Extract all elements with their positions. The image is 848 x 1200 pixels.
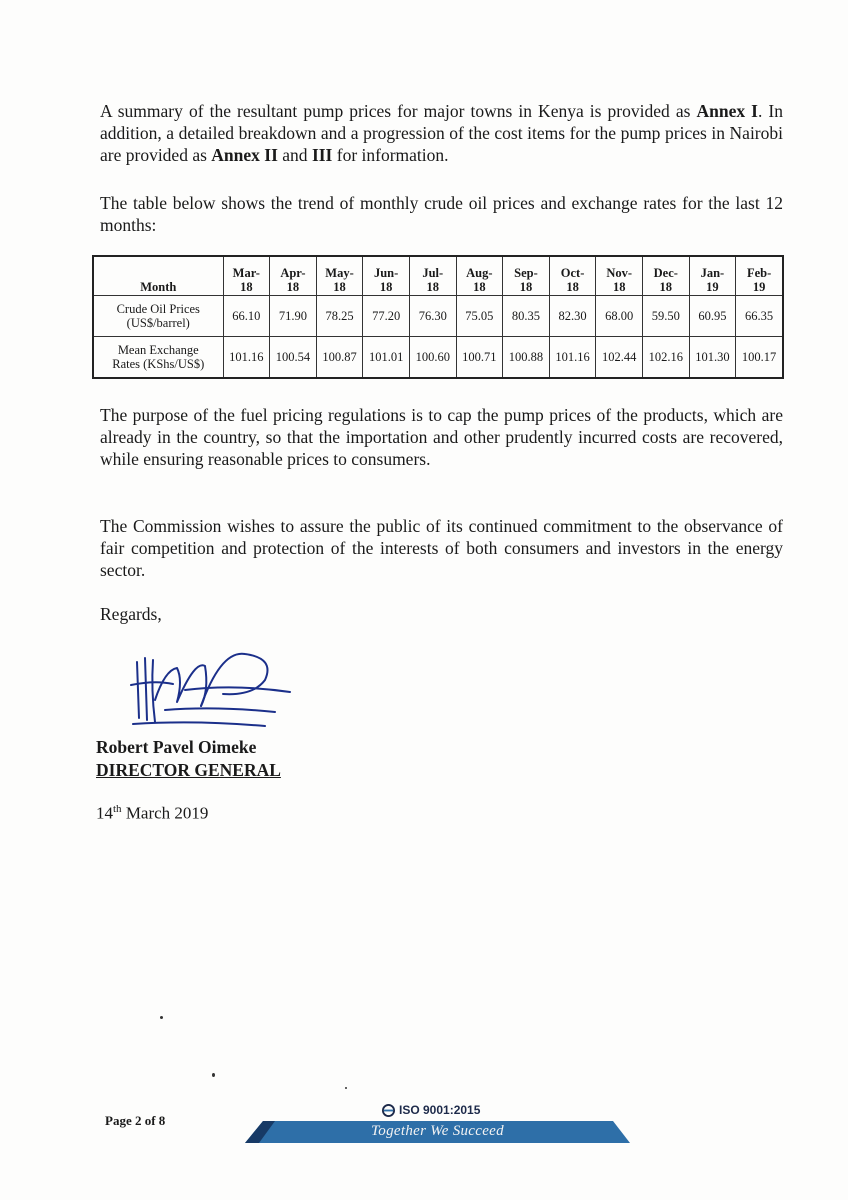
month-col-header: Oct- 18 [549, 256, 596, 296]
scan-speck [345, 1087, 347, 1089]
month-header: Month [93, 256, 223, 296]
scan-speck [212, 1073, 215, 1077]
footer-slogan: Together We Succeed [371, 1123, 504, 1139]
table-cell: 100.71 [456, 337, 503, 379]
table-cell: 101.16 [223, 337, 270, 379]
exchange-rate-row [93, 337, 783, 379]
signature-icon [125, 640, 295, 735]
iso-certification [382, 1103, 480, 1117]
month-col-header: Dec- 18 [643, 256, 690, 296]
annex-three-ref: III [311, 145, 333, 165]
signatory-name: Robert Pavel Oimeke [96, 737, 257, 757]
table-cell: 100.88 [503, 337, 550, 379]
month-col-header: Sep- 18 [503, 256, 550, 296]
table-cell: 100.17 [736, 337, 783, 379]
month-col-header: Jan- 19 [689, 256, 736, 296]
exchange-rate-label: Mean Exchange Rates (KShs/US$) [93, 337, 223, 379]
table-cell: 80.35 [503, 296, 550, 337]
month-col-header: May- 18 [316, 256, 363, 296]
month-col-header: Nov- 18 [596, 256, 643, 296]
purpose-paragraph: The purpose of the fuel pricing regulations is to cap the pump prices of the products, which are already in the country, so that the importation and other prudently incurred costs are recovered, while ensuring reasonable prices to consumers. [100, 405, 783, 469]
regards-text: Regards, [100, 604, 162, 624]
signatory-title: DIRECTOR GENERAL [96, 760, 281, 780]
table-cell: 71.90 [270, 296, 317, 337]
table-cell: 59.50 [643, 296, 690, 337]
letter-date: 14th March 2019 [96, 803, 209, 823]
crude-oil-exchange-table [92, 255, 784, 379]
table-cell: 100.87 [316, 337, 363, 379]
scan-speck [160, 1016, 163, 1019]
month-col-header: Apr- 18 [270, 256, 317, 296]
crude-oil-label: Crude Oil Prices (US$/barrel) [93, 296, 223, 337]
table-cell: 100.54 [270, 337, 317, 379]
month-col-header: Jul- 18 [409, 256, 456, 296]
month-col-header: Aug- 18 [456, 256, 503, 296]
iso-certification-icon [382, 1104, 395, 1117]
month-col-header: Feb- 19 [736, 256, 783, 296]
table-cell: 68.00 [596, 296, 643, 337]
table-cell: 75.05 [456, 296, 503, 337]
table-cell: 82.30 [549, 296, 596, 337]
table-cell: 66.10 [223, 296, 270, 337]
table-cell: 66.35 [736, 296, 783, 337]
table-header-row [93, 256, 783, 296]
table-cell: 60.95 [689, 296, 736, 337]
table-cell: 102.16 [643, 337, 690, 379]
table-cell: 101.30 [689, 337, 736, 379]
table-cell: 78.25 [316, 296, 363, 337]
table-intro-paragraph: The table below shows the trend of monthly crude oil prices and exchange rates for the last 12 months: [100, 193, 783, 235]
commitment-paragraph: The Commission wishes to assure the public of its continued commitment to the observance of fair competition and protection of the interests of both consumers and investors in the energy sector. [100, 516, 783, 580]
iso-label: ISO 9001:2015 [399, 1103, 481, 1117]
annex-one-ref: Annex I [696, 101, 758, 121]
crude-oil-row [93, 296, 783, 337]
page-number: Page 2 of 8 [105, 1113, 166, 1128]
annex-two-ref: Annex II [211, 145, 278, 165]
table-cell: 77.20 [363, 296, 410, 337]
table-cell: 100.60 [409, 337, 456, 379]
annex-summary-paragraph: A summary of the resultant pump prices for major towns in Kenya is provided as Annex I. In addition, a detailed breakdown and a progression of the cost items for the pump prices in Nairobi are provided as Annex II and III for information. [100, 101, 783, 165]
table-cell: 101.01 [363, 337, 410, 379]
table-cell: 101.16 [549, 337, 596, 379]
table-cell: 76.30 [409, 296, 456, 337]
month-col-header: Jun- 18 [363, 256, 410, 296]
month-col-header: Mar- 18 [223, 256, 270, 296]
table-cell: 102.44 [596, 337, 643, 379]
